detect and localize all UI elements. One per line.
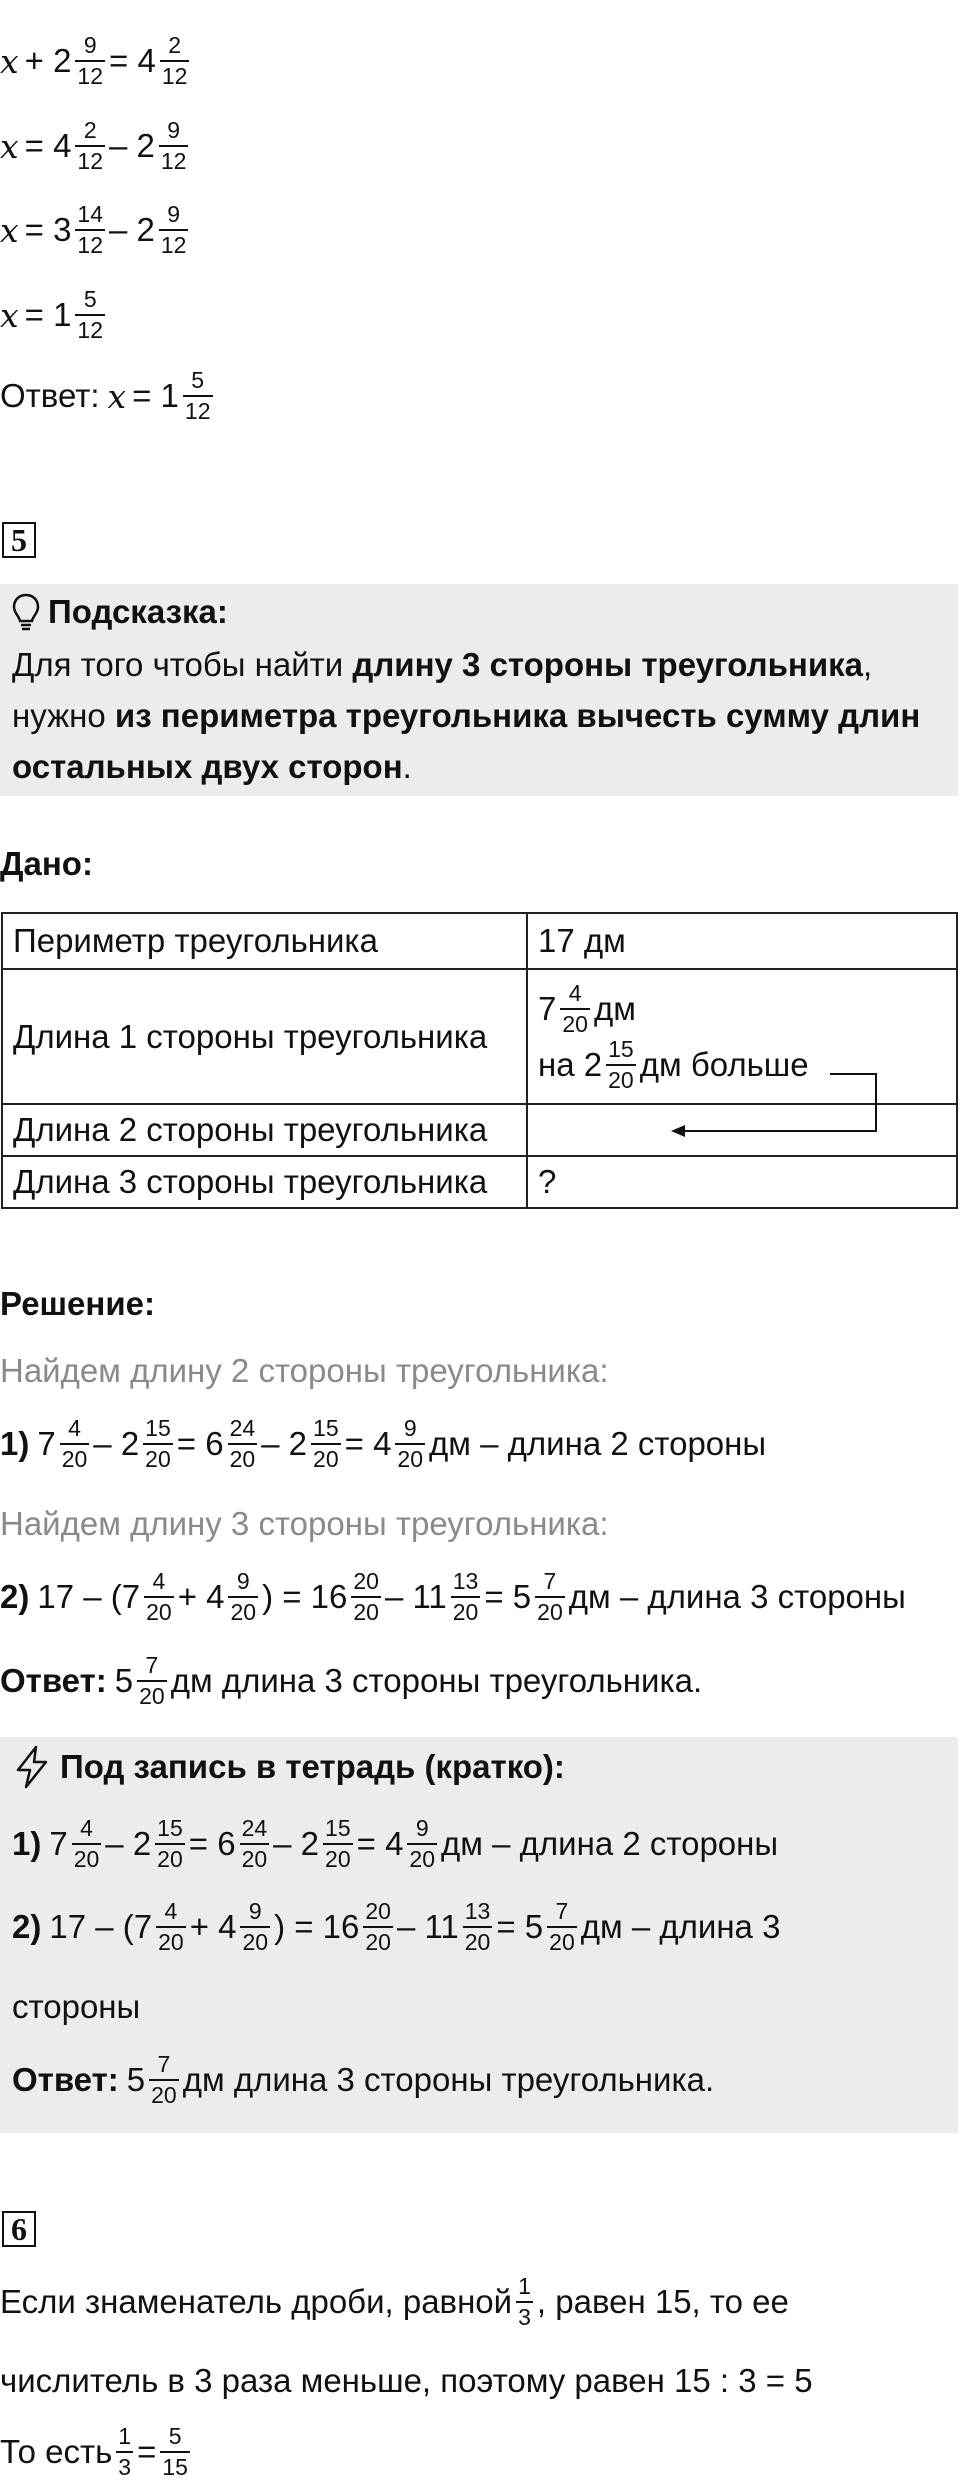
step2-caption: Найдем длину 3 стороны треугольника: [0,1505,609,1542]
variable-x: x [0,295,19,335]
notebook-answer: Ответ: 5 $\frac{7}{20}$ дм длина 3 стороны треугольника. [12,2051,715,2108]
answer-label: Ответ: [0,377,100,414]
notebook-header [12,1745,565,1789]
step1-line: 1) 7 $\frac{4}{20}$ – 2 $\frac{15}{20}$ = 6 $\frac{24}{20}$ – 2 $\frac{15}{20}$ = 4 $\frac{9}{20}$ дм – длина 2 стороны [0,1415,767,1472]
step2-line: 2) 17 – (7 $\frac{4}{20}$ + 4 $\frac{9}{20}$ ) = 16 $\frac{20}{20}$ – 11 $\frac{13}{20}$ = 5 $\frac{7}{20}$ дм – длина 3 стороны [0,1568,906,1625]
task-number-6: 6 [2,2211,36,2247]
fraction: $\frac{9}{12}$ [160,117,187,174]
hint-line-2: нужно из периметра треугольника вычесть сумму длин [12,697,921,734]
hint-line-1: Для того чтобы найти длину 3 стороны треугольника , [12,646,873,683]
variable-x: x [107,376,127,416]
task6-line-2: числитель в 3 раза меньше, поэтому равен 15 : 3 = 5 [0,2362,813,2399]
equation-term: = 3 [24,211,72,248]
table-cell: ? [527,1156,957,1208]
fraction: $\frac{2}{12}$ [77,117,104,174]
task5-answer: Ответ: 5 $\frac{7}{20}$ дм длина 3 стороны треугольника. [0,1652,703,1709]
task6-line-1: Если знаменатель дроби, равной $\frac{1}{3}$ , равен 15, то ее [0,2273,789,2330]
task6-line-3: То есть $\frac{1}{3}$ = $\frac{5}{15}$ [0,2423,188,2480]
table-cell: Длина 3 стороны треугольника [2,1156,527,1208]
equation-term: + 2 [24,42,72,79]
fraction: $\frac{14}{12}$ [77,201,104,258]
solution-label: Решение: [0,1285,155,1322]
notebook-step1: 1) 7 $\frac{4}{20}$ – 2 $\frac{15}{20}$ = 6 $\frac{24}{20}$ – 2 $\frac{15}{20}$ = 4 $\frac{9}{20}$ дм – длина 2 стороны [12,1815,779,1872]
fraction: $\frac{9}{12}$ [160,201,187,258]
notebook-step2: 2) 17 – (7 $\frac{4}{20}$ + 4 $\frac{9}{20}$ ) = 16 $\frac{20}{20}$ – 11 $\frac{13}{20}$ = 5 $\frac{7}{20}$ дм – длина 3 [12,1898,781,1955]
table-cell: Длина 1 стороны треугольника [2,969,527,1104]
hint-line-3: остальных двух сторон . [12,748,412,785]
side2-relation: на 2 $\frac{15}{20}$ дм больше [538,1035,809,1093]
equation-term: – 2 [109,211,155,248]
equation-term: = 1 [132,377,179,414]
table-cell: 17 дм [527,913,957,969]
given-label: Дано: [0,845,93,882]
fraction: $\frac{5}{12}$ [184,367,211,424]
table-cell: Длина 2 стороны треугольника [2,1104,527,1156]
hint-title: Подсказка: [48,593,228,630]
notebook-box [0,1737,958,2133]
equation-term: = 4 [109,42,156,79]
table-cell: Периметр треугольника [2,913,527,969]
equation-term: – 2 [109,127,155,164]
task-number-5: 5 [2,522,36,558]
notebook-step2-cont: стороны [12,1988,141,2025]
variable-x: x [0,41,19,81]
notebook-title: Под запись в тетрадь (кратко): [60,1748,565,1785]
equation-term: = 1 [24,296,72,333]
fraction: $\frac{9}{12}$ [77,32,104,89]
side1-length: 7 $\frac{4}{20}$ дм [538,979,636,1037]
fraction: $\frac{5}{12}$ [77,286,104,343]
variable-x: x [0,210,19,250]
equation-term: = 4 [24,127,72,164]
lightning-icon [12,1745,52,1789]
step1-caption: Найдем длину 2 стороны треугольника: [0,1352,609,1389]
fraction: $\frac{2}{12}$ [161,32,188,89]
variable-x: x [0,126,19,166]
